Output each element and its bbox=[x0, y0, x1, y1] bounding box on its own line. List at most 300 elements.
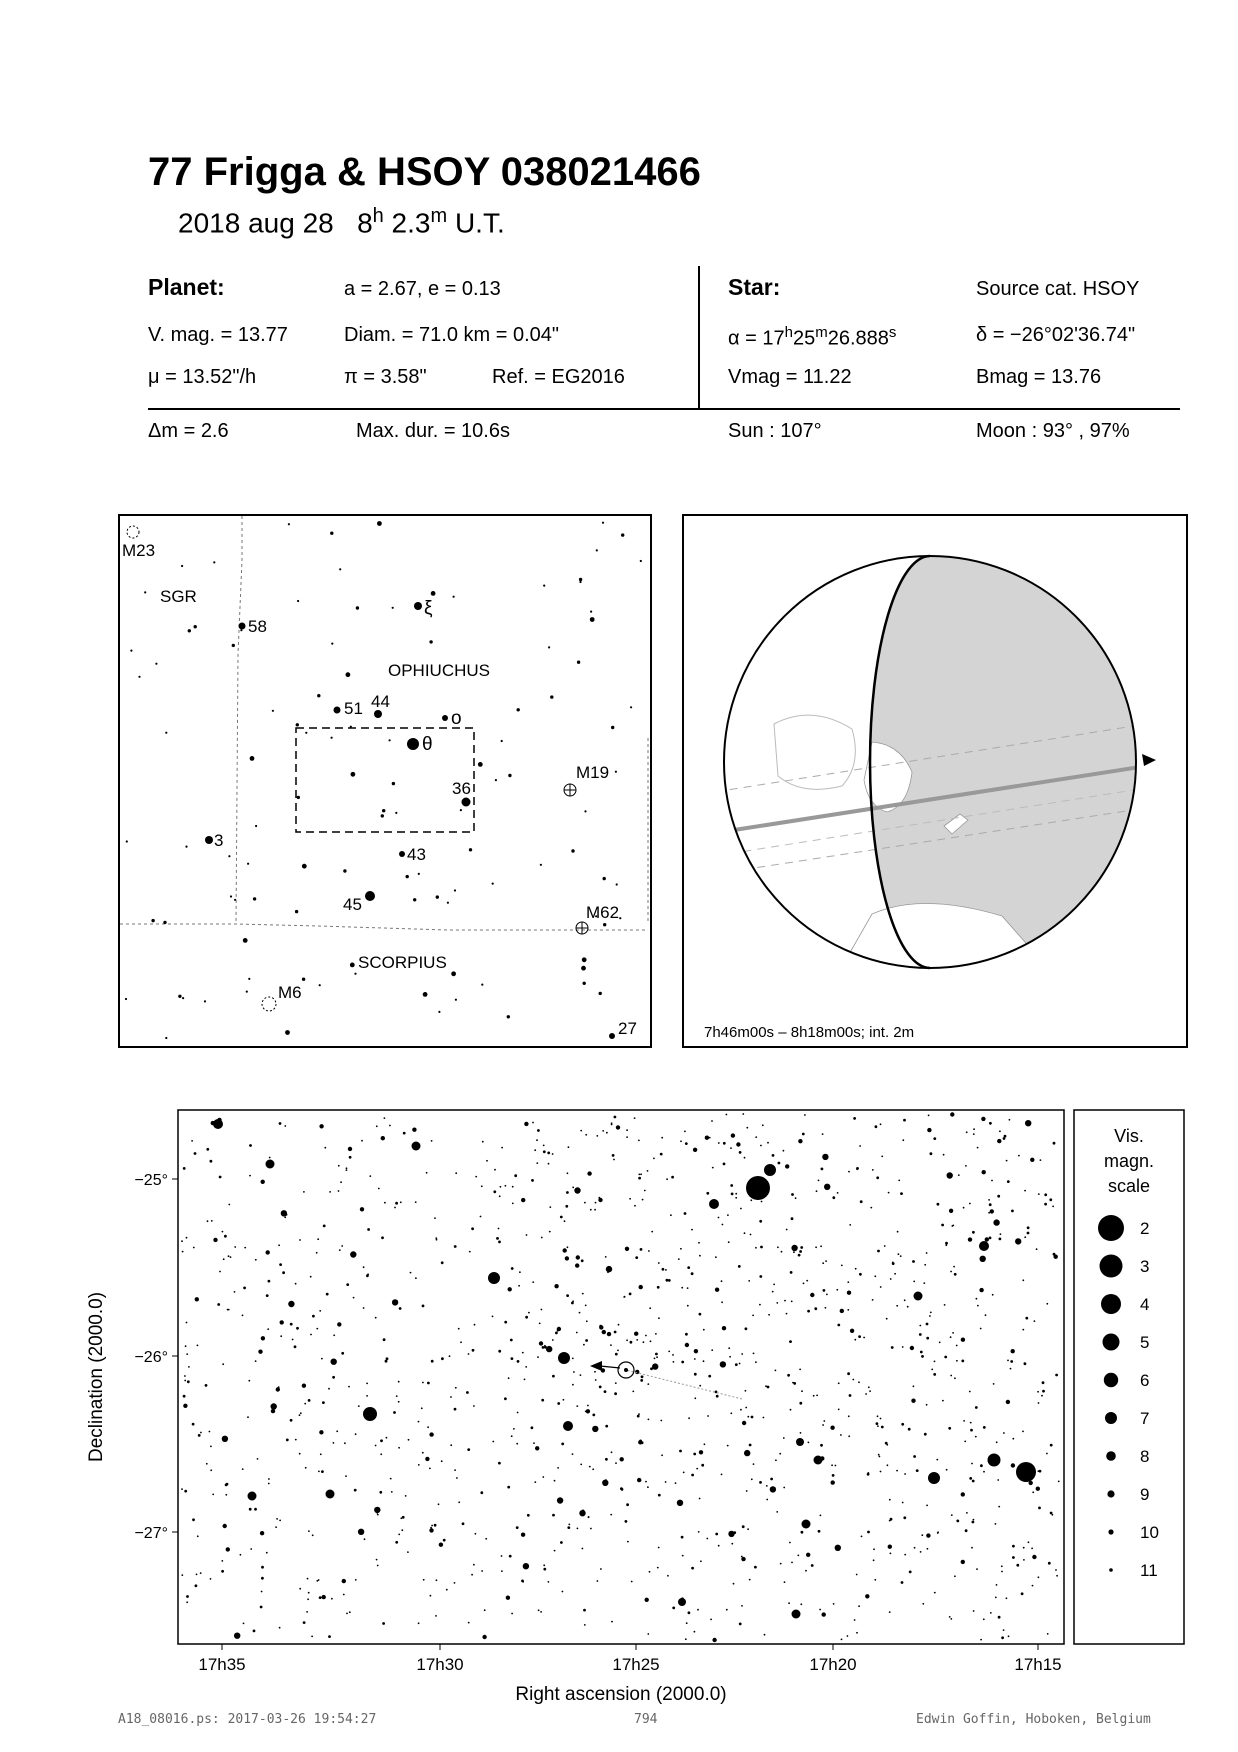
field-star bbox=[594, 1371, 596, 1373]
finder-chart bbox=[118, 514, 652, 1048]
field-star bbox=[226, 1483, 229, 1486]
field-star bbox=[422, 1382, 424, 1384]
field-star bbox=[811, 1564, 814, 1567]
field-star bbox=[973, 1133, 975, 1135]
field-star bbox=[549, 1206, 551, 1208]
field-star bbox=[423, 1579, 425, 1581]
field-star bbox=[618, 1324, 620, 1326]
field-star bbox=[323, 1225, 326, 1228]
field-star bbox=[736, 1142, 740, 1146]
field-star bbox=[330, 532, 333, 535]
field-star bbox=[125, 998, 127, 1000]
field-star bbox=[580, 1130, 582, 1132]
field-star bbox=[557, 1402, 560, 1405]
field-star bbox=[779, 1453, 781, 1455]
field-star bbox=[698, 1531, 700, 1533]
field-star bbox=[542, 1346, 545, 1349]
field-star bbox=[644, 1190, 646, 1192]
field-star bbox=[1038, 1576, 1040, 1578]
field-star bbox=[791, 1217, 794, 1220]
field-star bbox=[579, 581, 581, 583]
field-star bbox=[973, 1519, 975, 1521]
field-star bbox=[655, 1353, 658, 1356]
field-star bbox=[868, 1386, 870, 1388]
alpha-h: h bbox=[784, 324, 793, 341]
field-star bbox=[186, 1595, 189, 1598]
field-star bbox=[376, 1512, 378, 1514]
field-star bbox=[718, 1217, 720, 1219]
legend-magnitude-label: 2 bbox=[1140, 1219, 1150, 1238]
field-star bbox=[195, 1584, 198, 1587]
field-star bbox=[378, 1188, 380, 1190]
field-star bbox=[1040, 1159, 1042, 1161]
field-star bbox=[780, 1563, 782, 1565]
field-star bbox=[255, 1360, 257, 1362]
field-star bbox=[441, 1357, 444, 1360]
field-star bbox=[328, 1388, 330, 1390]
field-star bbox=[473, 1564, 475, 1566]
field-star bbox=[454, 1245, 457, 1248]
field-star bbox=[1036, 1248, 1038, 1250]
field-star bbox=[873, 1559, 875, 1561]
field-star bbox=[640, 1248, 643, 1251]
field-star bbox=[548, 646, 550, 648]
bright-star bbox=[266, 1160, 275, 1169]
field-star bbox=[630, 706, 632, 708]
field-star bbox=[295, 1283, 297, 1285]
field-star bbox=[511, 1267, 514, 1270]
field-star bbox=[853, 1117, 856, 1120]
field-star bbox=[390, 1478, 392, 1480]
field-star bbox=[360, 1207, 364, 1211]
field-star bbox=[685, 1343, 689, 1347]
field-star bbox=[687, 1287, 689, 1289]
field-star bbox=[381, 814, 384, 817]
field-star bbox=[361, 1140, 363, 1142]
field-star bbox=[886, 1318, 888, 1320]
field-star bbox=[928, 1115, 930, 1117]
field-star bbox=[823, 1289, 826, 1292]
field-star bbox=[742, 1113, 744, 1115]
field-star bbox=[303, 1621, 306, 1624]
field-star bbox=[858, 1381, 860, 1383]
field-star bbox=[528, 1312, 530, 1314]
field-star bbox=[381, 1136, 385, 1140]
field-star bbox=[471, 1227, 474, 1230]
field-star bbox=[501, 1555, 503, 1557]
field-star bbox=[228, 1309, 230, 1311]
field-star bbox=[678, 1258, 680, 1260]
field-star bbox=[656, 1356, 658, 1358]
field-star bbox=[872, 1169, 874, 1171]
field-star bbox=[949, 1209, 953, 1213]
star-45 bbox=[365, 891, 375, 901]
field-star bbox=[358, 1405, 360, 1407]
field-star bbox=[795, 1197, 797, 1199]
field-star bbox=[950, 1336, 952, 1338]
field-star bbox=[726, 1609, 728, 1611]
field-star bbox=[232, 644, 235, 647]
field-star bbox=[687, 1305, 689, 1307]
field-star bbox=[961, 1360, 964, 1363]
field-star bbox=[944, 1356, 947, 1359]
field-star bbox=[246, 991, 248, 993]
field-star bbox=[599, 1325, 603, 1329]
field-star bbox=[694, 1373, 697, 1376]
field-star bbox=[657, 1567, 659, 1569]
field-star bbox=[341, 1245, 343, 1247]
field-star bbox=[745, 1407, 747, 1409]
y-axis bbox=[86, 1172, 178, 1542]
field-star bbox=[577, 1528, 579, 1530]
bright-star bbox=[796, 1438, 804, 1446]
field-star bbox=[727, 1214, 729, 1216]
field-star bbox=[521, 1198, 525, 1202]
field-star bbox=[543, 1145, 545, 1147]
field-star bbox=[363, 1307, 365, 1309]
field-star bbox=[572, 1358, 574, 1360]
event-ut: U.T. bbox=[454, 207, 505, 239]
field-star bbox=[295, 1439, 297, 1441]
field-star bbox=[240, 629, 242, 631]
field-star bbox=[647, 1633, 649, 1635]
field-star bbox=[721, 1301, 723, 1303]
field-star bbox=[989, 1203, 992, 1206]
field-star bbox=[926, 1404, 928, 1406]
field-star bbox=[441, 1460, 443, 1462]
field-star bbox=[822, 1133, 824, 1135]
field-star bbox=[261, 1566, 264, 1569]
field-star bbox=[830, 1426, 834, 1430]
field-star bbox=[956, 1360, 958, 1362]
field-star bbox=[1036, 1487, 1040, 1491]
field-star bbox=[435, 1615, 437, 1617]
field-star bbox=[575, 1263, 579, 1267]
legend-magnitude-dot bbox=[1103, 1334, 1120, 1351]
field-star bbox=[481, 1570, 483, 1572]
field-star bbox=[799, 1402, 802, 1405]
field-star bbox=[746, 1127, 748, 1129]
field-star bbox=[658, 1262, 660, 1264]
field-star bbox=[539, 1323, 541, 1325]
field-star bbox=[942, 1400, 944, 1402]
field-star bbox=[793, 1251, 795, 1253]
field-star bbox=[590, 1528, 592, 1530]
field-star bbox=[346, 1613, 348, 1615]
field-star bbox=[964, 1441, 966, 1443]
field-star bbox=[715, 1288, 719, 1292]
field-star bbox=[953, 1266, 955, 1268]
field-star bbox=[511, 1357, 514, 1360]
field-star bbox=[1004, 1135, 1007, 1138]
field-star bbox=[649, 1307, 651, 1309]
field-star bbox=[699, 1255, 701, 1257]
field-star bbox=[599, 1386, 602, 1389]
field-star bbox=[501, 1570, 503, 1572]
field-star bbox=[992, 1294, 994, 1296]
field-star bbox=[308, 1592, 310, 1594]
field-star bbox=[206, 1148, 209, 1151]
field-star bbox=[207, 1220, 209, 1222]
field-star bbox=[739, 1623, 742, 1626]
field-star bbox=[439, 1543, 443, 1547]
field-star bbox=[468, 1622, 470, 1624]
field-star bbox=[731, 1193, 734, 1196]
field-star bbox=[261, 1180, 265, 1184]
field-star bbox=[338, 1165, 340, 1167]
planet-mu: μ = 13.52"/h bbox=[148, 366, 257, 388]
field-star bbox=[901, 1423, 904, 1426]
field-star bbox=[197, 1345, 199, 1347]
field-star bbox=[395, 1541, 398, 1544]
field-star bbox=[775, 1459, 777, 1461]
field-star bbox=[567, 1526, 570, 1529]
field-star bbox=[590, 1209, 592, 1211]
field-star bbox=[1003, 1432, 1005, 1434]
field-star bbox=[302, 978, 305, 981]
field-star bbox=[577, 661, 580, 664]
field-star bbox=[699, 1498, 701, 1500]
field-star bbox=[186, 1237, 188, 1239]
field-star bbox=[377, 521, 382, 526]
field-star bbox=[627, 1541, 629, 1543]
field-star bbox=[421, 1407, 423, 1409]
field-star bbox=[543, 585, 545, 587]
field-star bbox=[1044, 1203, 1047, 1206]
field-star bbox=[694, 1397, 696, 1399]
field-star bbox=[475, 1533, 477, 1535]
field-star bbox=[550, 695, 553, 698]
field-star bbox=[498, 1228, 500, 1230]
footer-page-number: 794 bbox=[634, 1712, 658, 1727]
field-star bbox=[879, 1456, 881, 1458]
field-star bbox=[319, 1124, 323, 1128]
field-star bbox=[582, 1510, 585, 1513]
field-star bbox=[192, 1423, 195, 1426]
field-star bbox=[645, 1481, 647, 1483]
y-tick-label: −25° bbox=[134, 1172, 168, 1189]
alpha-sec: 26.888 bbox=[827, 327, 889, 350]
field-star bbox=[1010, 1368, 1012, 1370]
field-star bbox=[972, 1231, 975, 1234]
field-star bbox=[766, 1499, 768, 1501]
field-star bbox=[996, 1441, 998, 1443]
field-star bbox=[677, 1500, 683, 1506]
field-star bbox=[913, 1281, 915, 1283]
field-star bbox=[718, 1142, 720, 1144]
field-star bbox=[403, 1132, 406, 1135]
field-star bbox=[573, 1371, 575, 1373]
field-star bbox=[395, 812, 397, 814]
field-star bbox=[1021, 1592, 1024, 1595]
field-star bbox=[744, 1450, 750, 1456]
field-star bbox=[688, 1611, 691, 1614]
star-3 bbox=[205, 836, 213, 844]
field-star bbox=[898, 1253, 900, 1255]
field-star bbox=[888, 1545, 892, 1549]
field-star bbox=[903, 1119, 906, 1122]
field-star bbox=[250, 756, 255, 761]
field-star bbox=[222, 1436, 228, 1442]
field-star bbox=[568, 1146, 570, 1148]
field-star bbox=[927, 1548, 929, 1550]
field-star bbox=[990, 1209, 994, 1213]
label-m6: M6 bbox=[278, 983, 302, 1002]
field-star bbox=[921, 1355, 924, 1358]
field-star bbox=[165, 1037, 167, 1039]
field-star bbox=[249, 1175, 251, 1177]
field-star bbox=[818, 1530, 821, 1533]
field-star bbox=[281, 1210, 287, 1216]
field-star bbox=[482, 1635, 486, 1639]
field-star bbox=[430, 1527, 432, 1529]
footer-file: A18_08016.ps: 2017-03-26 19:54:27 bbox=[118, 1712, 377, 1727]
field-star bbox=[455, 1387, 457, 1389]
field-star bbox=[454, 1469, 456, 1471]
field-star bbox=[745, 1390, 747, 1392]
field-star bbox=[588, 1516, 590, 1518]
field-star bbox=[450, 1444, 452, 1446]
field-star bbox=[874, 1275, 876, 1277]
field-star bbox=[741, 1605, 743, 1607]
field-star bbox=[299, 1414, 301, 1416]
legend-magnitude-dot bbox=[1106, 1451, 1116, 1461]
field-star bbox=[605, 1425, 608, 1428]
field-star bbox=[422, 1305, 425, 1308]
field-star bbox=[921, 1534, 923, 1536]
star-source: Source cat. HSOY bbox=[976, 278, 1140, 300]
field-star bbox=[554, 1480, 556, 1482]
star-51 bbox=[334, 707, 341, 714]
field-star bbox=[900, 1192, 903, 1195]
field-star bbox=[946, 1469, 948, 1471]
field-star bbox=[821, 1168, 824, 1171]
field-star bbox=[859, 1145, 861, 1147]
field-star bbox=[599, 992, 602, 995]
field-star bbox=[645, 1598, 649, 1602]
field-star bbox=[333, 1334, 335, 1336]
field-star bbox=[660, 1153, 663, 1156]
field-star bbox=[206, 1463, 208, 1465]
label-43: 43 bbox=[407, 845, 426, 864]
field-star bbox=[462, 1522, 465, 1525]
field-star bbox=[800, 1603, 802, 1605]
field-star bbox=[927, 1128, 931, 1132]
field-star bbox=[749, 1444, 752, 1447]
field-star bbox=[188, 1366, 190, 1368]
field-star bbox=[399, 1307, 402, 1310]
field-star bbox=[455, 999, 457, 1001]
field-star bbox=[211, 1220, 213, 1222]
field-star bbox=[920, 1551, 922, 1553]
hours-unit: h bbox=[372, 205, 384, 227]
field-star bbox=[405, 1495, 407, 1497]
x-tick-label: 17h15 bbox=[1014, 1655, 1062, 1674]
field-star bbox=[576, 1332, 578, 1334]
field-star bbox=[904, 1299, 906, 1301]
field-star bbox=[524, 1379, 526, 1381]
field-star bbox=[784, 1581, 786, 1583]
field-star bbox=[961, 1338, 965, 1342]
field-star bbox=[305, 1467, 307, 1469]
field-star bbox=[525, 1366, 527, 1368]
field-star bbox=[384, 1117, 386, 1119]
field-star bbox=[820, 1444, 823, 1447]
field-star bbox=[285, 1030, 290, 1035]
field-star bbox=[934, 1361, 936, 1363]
field-star bbox=[561, 1443, 564, 1446]
star-44 bbox=[374, 710, 382, 718]
field-star bbox=[708, 1375, 711, 1378]
field-star bbox=[284, 1125, 286, 1127]
star-27 bbox=[609, 1033, 615, 1039]
field-star bbox=[511, 1435, 513, 1437]
field-star bbox=[194, 1152, 197, 1155]
field-star bbox=[666, 1279, 669, 1282]
field-star bbox=[584, 810, 586, 812]
field-star bbox=[950, 1618, 952, 1620]
field-star bbox=[543, 1568, 546, 1571]
field-star bbox=[710, 1619, 712, 1621]
field-star bbox=[286, 1439, 289, 1442]
legend-magnitude-label: 9 bbox=[1140, 1485, 1150, 1504]
label-27: 27 bbox=[618, 1019, 637, 1038]
field-star bbox=[205, 1384, 208, 1387]
field-star bbox=[290, 1323, 293, 1326]
field-star bbox=[255, 1259, 257, 1261]
field-star bbox=[317, 694, 320, 697]
field-star bbox=[730, 1184, 733, 1187]
field-star bbox=[427, 1382, 430, 1385]
field-star bbox=[824, 1184, 830, 1190]
field-star bbox=[939, 1342, 941, 1344]
field-star bbox=[814, 1307, 817, 1310]
field-star bbox=[426, 1172, 428, 1174]
field-star bbox=[521, 1533, 525, 1537]
field-star bbox=[649, 1571, 651, 1573]
field-star bbox=[892, 1262, 895, 1265]
field-star bbox=[786, 1313, 788, 1315]
field-star bbox=[351, 772, 356, 777]
field-star bbox=[970, 1422, 972, 1424]
field-star bbox=[897, 1231, 899, 1233]
field-star bbox=[496, 1237, 499, 1240]
field-star bbox=[234, 899, 236, 901]
field-star bbox=[369, 1175, 371, 1177]
field-star bbox=[711, 1120, 713, 1122]
field-star bbox=[512, 1186, 514, 1188]
field-star bbox=[681, 1361, 684, 1364]
field-star bbox=[223, 1524, 227, 1528]
field-star bbox=[316, 1328, 318, 1330]
field-star bbox=[518, 1285, 520, 1287]
field-star bbox=[590, 611, 592, 613]
field-star bbox=[226, 1547, 230, 1551]
field-star bbox=[896, 1470, 898, 1472]
field-star bbox=[784, 1300, 786, 1302]
field-star bbox=[731, 1133, 735, 1137]
field-star bbox=[837, 1192, 839, 1194]
field-star bbox=[985, 1237, 989, 1241]
field-star bbox=[454, 1582, 456, 1584]
field-star bbox=[1055, 1374, 1058, 1377]
bright-star bbox=[914, 1292, 923, 1301]
field-star bbox=[332, 1376, 335, 1379]
field-star bbox=[392, 782, 395, 785]
field-star bbox=[344, 1442, 346, 1444]
field-star bbox=[355, 1433, 357, 1435]
field-star bbox=[1050, 1512, 1053, 1515]
